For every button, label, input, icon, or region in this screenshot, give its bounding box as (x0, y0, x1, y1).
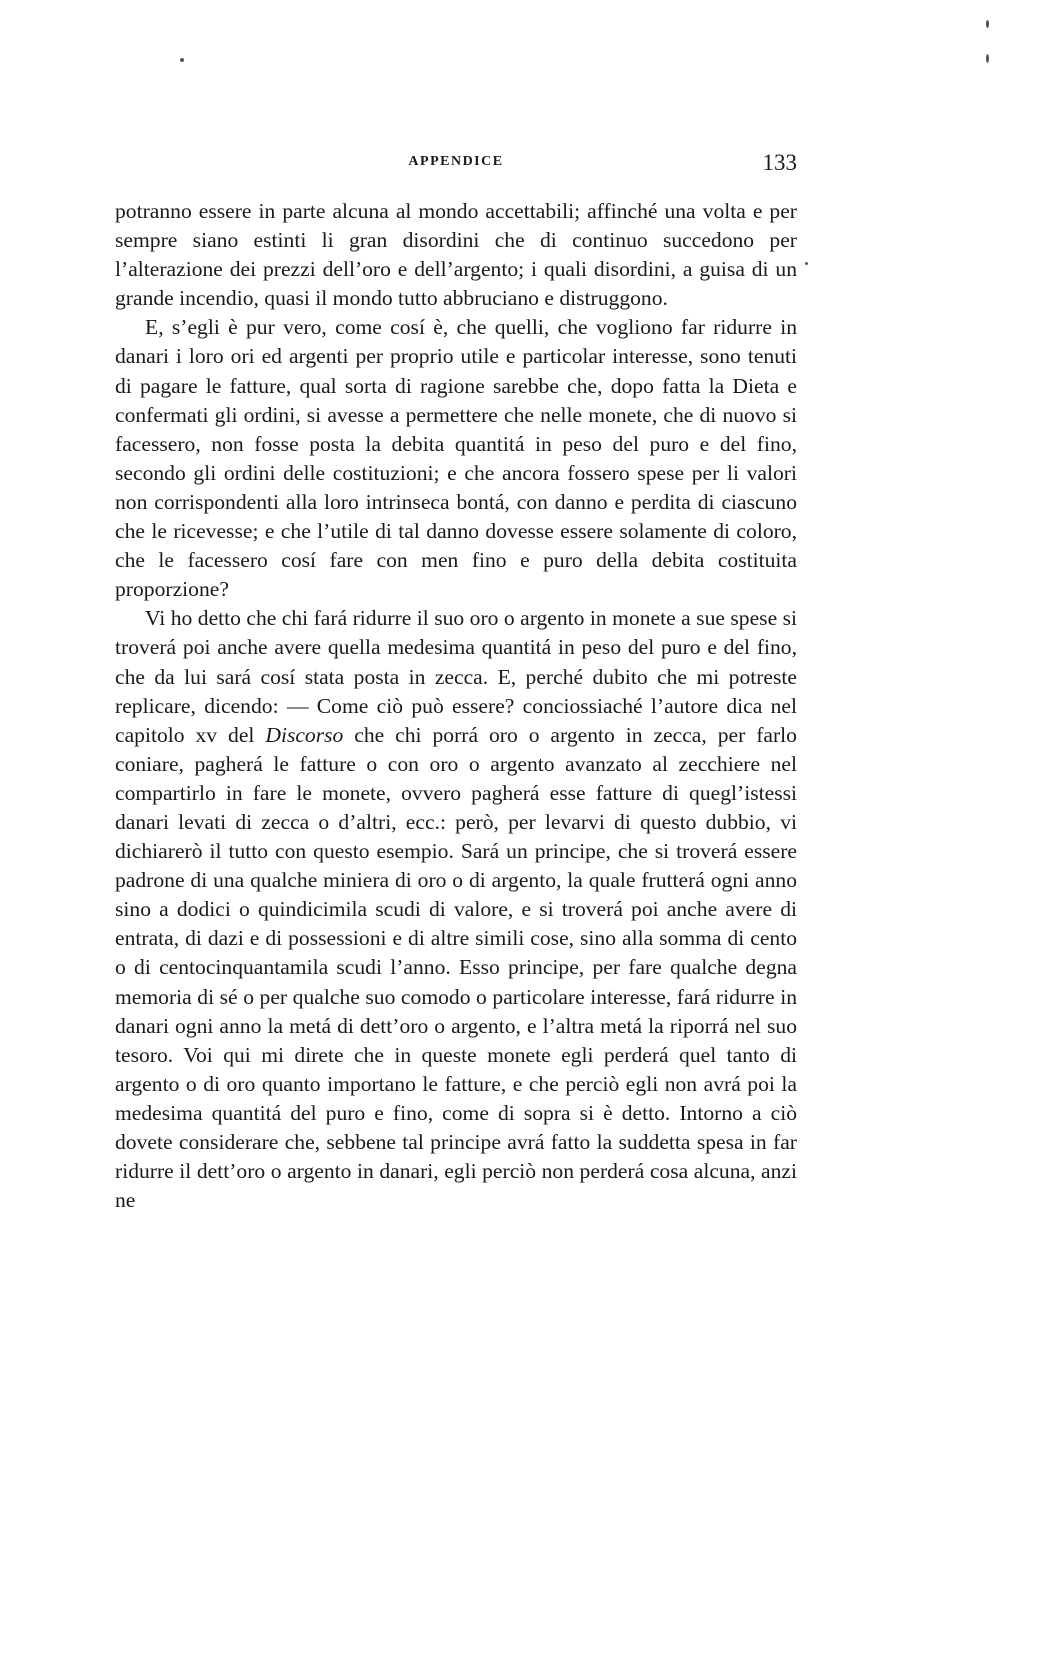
scan-speck (180, 58, 184, 62)
running-head: APPENDICE (408, 154, 504, 169)
italic-title: Discorso (265, 722, 344, 747)
page-header (115, 150, 797, 186)
scan-speck (805, 262, 808, 265)
paragraph (115, 604, 797, 1215)
paragraph-text: Vi ho detto che chi fará ridurre il suo oro o argento in monete a sue spese si troverá poi anche avere quella medesima quantitá in peso del puro e del fino, che da lui sará cosí stata posta in zecca. E, perché dubito che mi potreste replicare, dicendo: — Come ciò può essere? conciossiaché l’autore dica nel capitolo xv del (115, 606, 797, 747)
paragraph: potranno essere in parte alcuna al mondo accettabili; affinché una volta e per sempre siano estinti li gran disordini che di continuo succedono per l’alterazione dei prezzi dell’oro e dell’argento; i quali disordini, a guisa di un grande incendio, quasi il mondo tutto abbruciano e distruggono. (115, 199, 797, 311)
paragraph: E, s’egli è pur vero, come cosí è, che quelli, che vogliono far ridurre in danari i loro ori ed argenti per proprio utile e particolar interesse, sono tenuti di pagare le fatture, qual sorta di ragione sarebbe che, dopo fatta la Dieta e confermati gli ordini, si avesse a permettere che nelle monete, che di nuovo si facessero, non fosse posta la debita quantitá in peso del puro e del fino, secondo gli ordini delle costituzioni; e che ancora fossero spese per li valori non corrispondenti alla loro intrinseca bontá, con danno e perdita di ciascuno che le ricevesse; e che l’utile di tal danno dovesse essere solamente di coloro, che le facessero cosí fare con men fino e puro della debita costituita proporzione? (115, 315, 797, 602)
page-number: 133 (762, 150, 797, 175)
scan-speck (986, 54, 989, 63)
body-text (115, 197, 797, 1215)
scan-speck (986, 20, 989, 28)
paragraph-text: che chi porrá oro o argento in zecca, per farlo coniare, pagherá le fatture o con oro o argento avanzato al zecchiere nel compartirlo in fare le monete, ovvero pagherá esse fatture di quegl’istessi danari levati di zecca o d’altri, ecc.: però, per levarvi di questo dubbio, vi dichiarerò il tutto con questo esempio. Sará un principe, che si troverá essere padrone di una qualche miniera di oro o di argento, la quale frutterá ogni anno sino a dodici o quindicimila scudi di valore, e si troverá poi anche avere di entrata, di dazi e di possessioni e di altre simili cose, sino alla somma di cento o di centocinquantamila scudi l’anno. Esso principe, per fare qualche degna memoria di sé o per qualche suo comodo o particolare interesse, fará ridurre in danari ogni anno la metá di dett’oro o argento, e l’altra metá la riporrá nel suo tesoro. Voi qui mi direte che in queste monete egli perderá quel tanto di argento o di oro quanto importano le fatture, e che perciò egli non avrá poi la medesima quantitá del puro e fino, come di sopra si è detto. Intorno a ciò dovete considerare che, sebbene tal principe avrá fatto la suddetta spesa in far ridurre il dett’oro o argento in danari, egli perciò non perderá cosa alcuna, anzi ne (115, 722, 797, 1213)
